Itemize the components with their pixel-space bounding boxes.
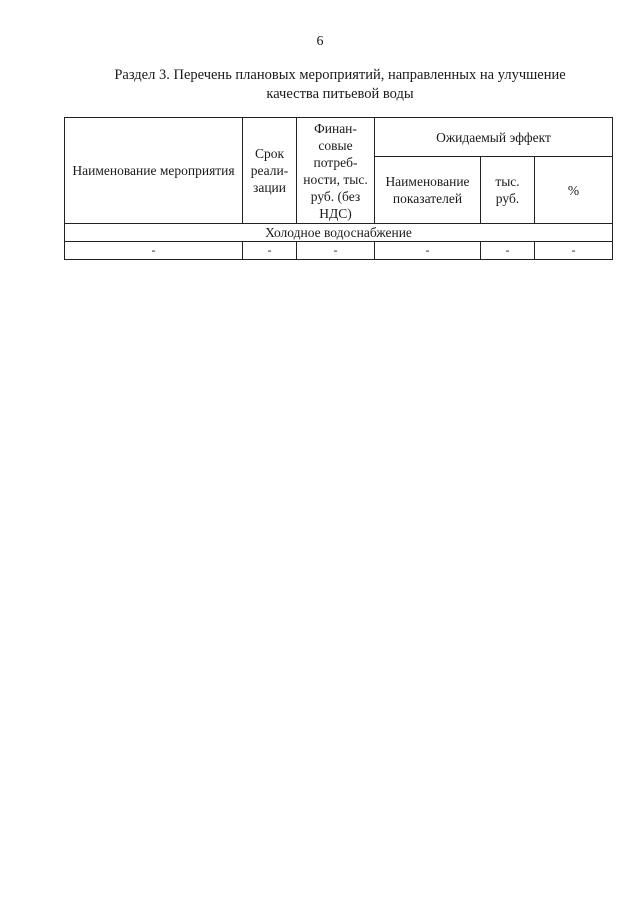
section-title-line-2: качества питьевой воды [266, 86, 414, 102]
section-label-cold-water: Холодное водоснабжение [65, 224, 613, 242]
table-section-row [65, 224, 613, 242]
activities-table [64, 117, 613, 260]
page-number: 6 [316, 34, 324, 49]
header-activity-name: Наименование мероприятия [65, 118, 243, 224]
cell-term: - [243, 242, 297, 260]
cell-indicator: - [375, 242, 481, 260]
header-expected-effect: Ожидаемый эффект [375, 118, 613, 157]
header-implementation-term: Срок реали-зации [243, 118, 297, 224]
cell-activity-name: - [65, 242, 243, 260]
header-percent: % [535, 157, 613, 224]
section-title-line-1: Раздел 3. Перечень плановых мероприятий, направленных на улучшение [114, 67, 566, 83]
header-financial-needs: Финан-совые потреб-ности, тыс. руб. (без НДС) [297, 118, 375, 224]
section-title [60, 66, 620, 104]
header-indicator-name: Наименование показателей [375, 157, 481, 224]
table-header-row [65, 118, 613, 157]
cell-thousand-rub: - [481, 242, 535, 260]
table-row [65, 242, 613, 260]
cell-percent: - [535, 242, 613, 260]
header-thousand-rub: тыс. руб. [481, 157, 535, 224]
cell-finance: - [297, 242, 375, 260]
